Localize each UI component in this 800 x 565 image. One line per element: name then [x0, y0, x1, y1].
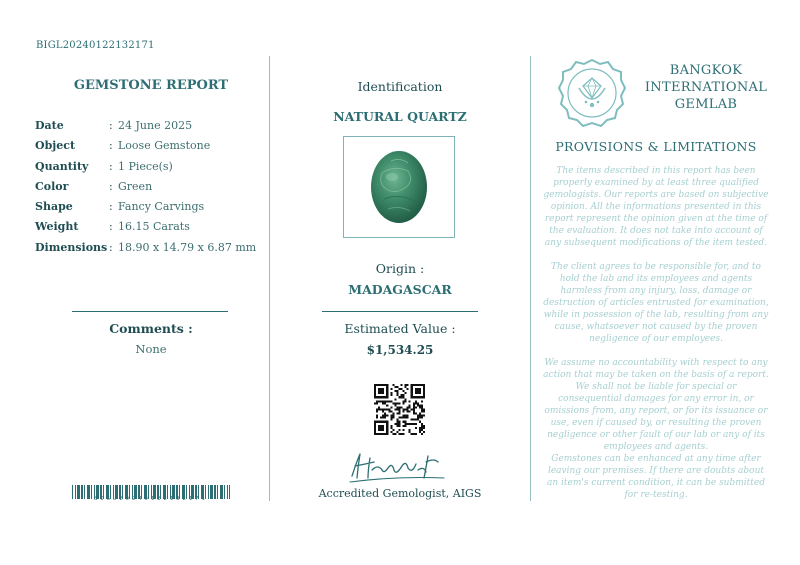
- provisions-paragraph-1: The items described in this report has been properly examined by at least three qualified gemologists. Our reports are based on subjective opinion. All the informations presented in this report represent the opinion given at the time of the evaluation. It does not take into account of any subsequent modifications of the item tested.: [543, 166, 769, 248]
- detail-separator: :: [109, 179, 113, 193]
- qr-code: [374, 384, 425, 435]
- detail-label: Object: [35, 139, 76, 153]
- origin-value: MADAGASCAR: [348, 282, 452, 297]
- detail-label: Date: [35, 119, 64, 132]
- lab-name-line-3: GEMLAB: [674, 97, 738, 112]
- provisions-paragraph-3: We assume no accountability with respect to any action that may be taken on the basis of a report. We shall not be liable for special or consequential damages for any error in, or omissions from, any report, or for its issuance or use, even if caused by, or resulting the proven negligence or other fault of our lab or any of its employees and agents.: [543, 358, 769, 452]
- barcode-number: BIGL20240122132171: [94, 496, 208, 502]
- detail-label: Shape: [35, 200, 73, 214]
- value-divider: [322, 311, 478, 312]
- species-value: NATURAL QUARTZ: [333, 109, 467, 124]
- comments-value: None: [135, 342, 167, 356]
- report-title: GEMSTONE REPORT: [73, 78, 229, 93]
- detail-label: Color: [35, 179, 69, 193]
- identification-heading: Identification: [357, 79, 443, 94]
- estimated-value-amount: $1,534.25: [366, 343, 434, 357]
- detail-separator: :: [109, 119, 113, 132]
- detail-separator: :: [109, 240, 113, 254]
- column-divider-left: [269, 56, 270, 501]
- lab-seal-logo: [557, 58, 627, 128]
- detail-value: Loose Gemstone: [118, 139, 211, 153]
- lab-name-line-2: INTERNATIONAL: [644, 80, 768, 95]
- detail-value: 1 Piece(s): [118, 159, 173, 173]
- lab-name-line-1: BANGKOK: [669, 63, 743, 78]
- report-id: BIGL20240122132171: [36, 40, 155, 51]
- origin-label: Origin :: [375, 261, 425, 276]
- detail-value: 16.15 Carats: [118, 220, 190, 234]
- lab-name: [636, 62, 776, 113]
- gemologist-title: Accredited Gemologist, AIGS: [318, 487, 482, 500]
- detail-label: Dimensions: [35, 240, 108, 254]
- gem-photo-frame: [343, 136, 455, 238]
- detail-separator: :: [109, 139, 113, 153]
- detail-value: 24 June 2025: [118, 119, 193, 132]
- comments-divider: [72, 311, 228, 312]
- estimated-value-label: Estimated Value :: [344, 321, 456, 336]
- detail-separator: :: [109, 220, 113, 234]
- provisions-paragraph-2: The client agrees to be responsible for, and to hold the lab and its employees and agents harmless from any injury, loss, damage or destruction of articles entrusted for examination, while in possession of the lab, resulting from any cause, whatsoever not caused by the proven negligence of our employees.: [543, 262, 769, 344]
- provisions-title: PROVISIONS & LIMITATIONS: [555, 139, 757, 154]
- gemstone-image: [344, 137, 454, 237]
- provisions-paragraph-4: Gemstones can be enhanced at any time after leaving our premises. If there are doubts about an item's current condition, it can be submitted for re-testing.: [547, 454, 765, 500]
- detail-label: Weight: [35, 220, 79, 234]
- gemologist-signature: [346, 448, 450, 486]
- detail-value: 18.90 x 14.79 x 6.87 mm: [118, 240, 257, 254]
- detail-separator: :: [109, 159, 113, 173]
- column-divider-right: [530, 56, 531, 501]
- detail-label: Quantity: [35, 159, 89, 173]
- detail-value: Green: [118, 179, 153, 193]
- detail-separator: :: [109, 200, 113, 214]
- detail-value: Fancy Carvings: [118, 200, 205, 214]
- comments-label: Comments :: [109, 321, 193, 336]
